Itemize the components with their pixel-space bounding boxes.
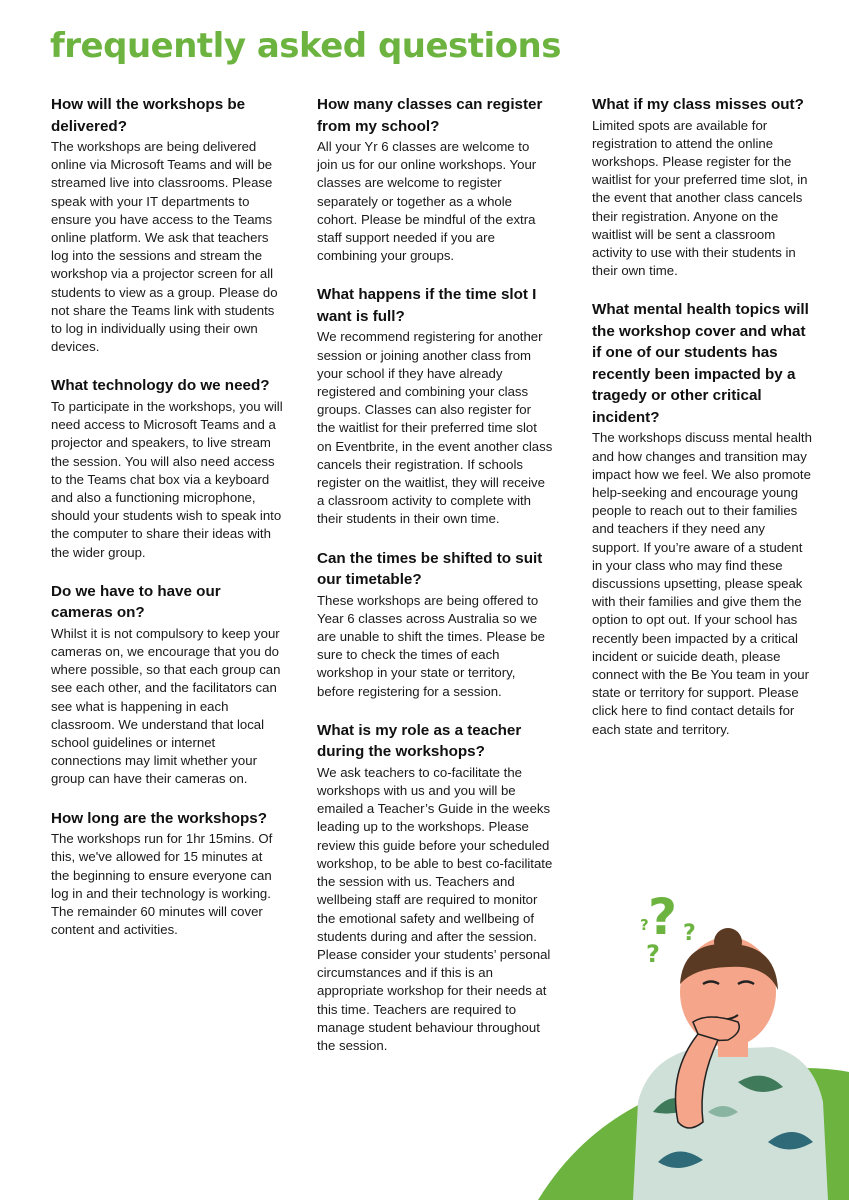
faq-answer: The workshops run for 1hr 15mins. Of this, we've allowed for 15 minutes at the beginning to ensure everyone can log in and their technology is working. The remainder 60 minutes will cover content and activities. (51, 831, 273, 938)
faq-item-duration (51, 808, 283, 940)
faq-item-missed-out (592, 94, 816, 280)
faq-answer: We ask teachers to co-facilitate the workshops with us and you will be emailed a Teacher’s Guide in the weeks leading up to the workshops. Please review this guide before your scheduled workshop, to be able to best co-facilitate the session with us. Teachers and wellbeing staff are required to monitor the emotional safety and wellbeing of students during and after the session. Please consider your students’ personal circumstances and if this is an appropriate workshop for their needs at this time. Teachers are required to manage student behaviour throughout the session. (317, 764, 553, 1053)
faq-question: What mental health topics will the workshop cover and what if one of our students has recently been impacted by a tragedy or other critical incident? (592, 301, 809, 426)
faq-item-cameras (51, 581, 283, 789)
faq-column-1 (51, 94, 283, 958)
faq-item-delivery (51, 94, 283, 356)
faq-answer: All your Yr 6 classes are welcome to join us for our online workshops. Your classes are welcome to register separately or together as a whole cohort. Please be mindful of the extra staff support needed if you are combining your groups. (317, 139, 537, 264)
faq-question: How will the workshops be delivered? (51, 96, 246, 135)
faq-item-technology (51, 375, 283, 561)
faq-question: How long are the workshops? (51, 809, 268, 827)
faq-answer: The workshops discuss mental health and how changes and transition may impact how we feel. We also promote help-seeking and encourage young people to reach out to their families and teachers if they need any support. If you’re aware of a student in your class who may find these discussions upsetting, please speak with their families and give them the option to opt out. If your school has recently been impacted by a critical incident or suicide death, please connect with the Be You team in your state or territory for support. Please click here to find contact details for each state and territory. (592, 430, 812, 737)
faq-item-classes (317, 94, 553, 265)
question-mark-small-right: ? (683, 921, 696, 946)
thinking-person-with-question-marks-icon (538, 872, 849, 1200)
faq-item-shift-times (317, 548, 553, 701)
faq-question: What if my class misses out? (592, 96, 804, 113)
question-mark-small-left: ? (640, 916, 649, 934)
faq-column-3 (592, 94, 816, 758)
question-mark-large: ? (648, 888, 678, 946)
faq-question: What is my role as a teacher during the workshops? (317, 721, 522, 761)
faq-question: How many classes can register from my school? (317, 96, 543, 135)
question-mark-bottom: ? (646, 940, 660, 968)
faq-answer: We recommend registering for another session or joining another class from your school if they have already registered and combining your class groups. Classes can also register for the waitlist for their preferred time slot on Eventbrite, in the event another class cancels their registration. If schools register on the waitlist, they will receive a classroom activity to complete with their students in their own time. (317, 329, 553, 527)
faq-item-teacher-role (317, 720, 553, 1055)
faq-question: What technology do we need? (51, 377, 270, 395)
faq-question: Do we have to have our cameras on? (51, 582, 221, 622)
faq-answer: These workshops are being offered to Year 6 classes across Australia so we are unable to shift the times. Please be sure to check the times of each workshop in your state or territory, before registering for a session. (317, 592, 545, 699)
faq-item-time-slot-full (317, 284, 553, 528)
faq-item-mental-health-topics (592, 299, 816, 738)
shirt-shape (633, 1047, 828, 1200)
faq-column-2 (317, 94, 553, 1074)
faq-answer: Whilst it is not compulsory to keep your cameras on, we encourage that you do where possible, so that each group can see each other, and the facilitators can see what is happening in each classroom. We understand that local school guidelines or internet connections may limit whether your group can have their cameras on. (51, 625, 281, 787)
faq-answer: To participate in the workshops, you will need access to Microsoft Teams and a projector and speakers, to live stream the session. You will also need access to the Teams chat box via a keyboard and also a functioning microphone, should your students wish to speak into the computer to share their ideas with the wider group. (51, 398, 283, 560)
faq-question: Can the times be shifted to suit our timetable? (317, 549, 543, 589)
faq-question: What happens if the time slot I want is full? (317, 286, 537, 325)
page-title: frequently asked questions (50, 26, 561, 66)
faq-answer: The workshops are being delivered online via Microsoft Teams and will be streamed live into classrooms. Please speak with your IT departments to ensure you have access to the Teams online platform. We ask that teachers log into the sessions and stream the workshop via a projector screen for all students to view as a group. Please do not share the Teams link with students to log in individually using their own devices. (51, 139, 278, 355)
faq-answer: Limited spots are available for registration to attend the online workshops. Please register for the waitlist for your preferred time slot, in the event that another class cancels their registration. Anyone on the waitlist will be sent a classroom activity to use with their students in their own time. (592, 117, 808, 279)
